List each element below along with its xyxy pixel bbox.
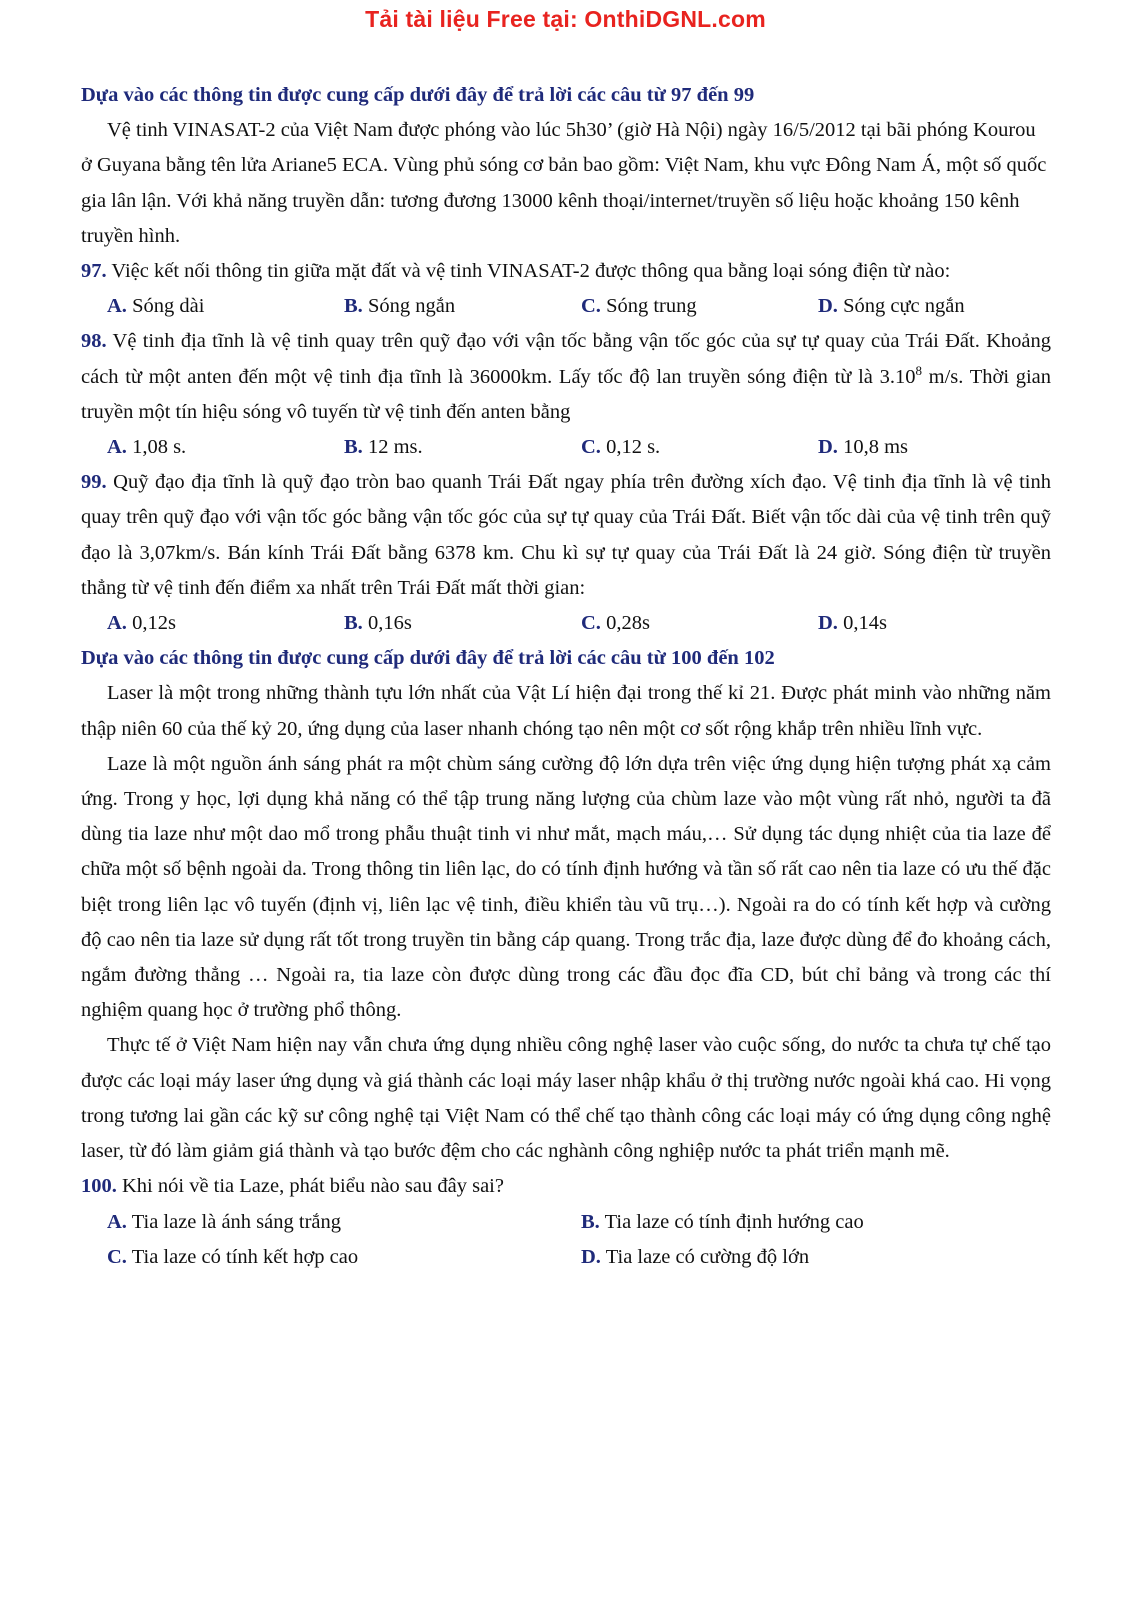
option-a[interactable]	[107, 1205, 581, 1240]
question-text: Quỹ đạo địa tĩnh là quỹ đạo tròn bao quanh Trái Đất ngay phía trên đường xích đạo. Vệ tinh địa tĩnh là vệ tinh quay trên quỹ đạo với vận tốc góc bằng vận tốc góc của sự tự quay của Trái Đất. Biết vận tốc dài của vệ tinh trên quỹ đạo là 3,07km/s. Bán kính Trái Đất bằng 6378 km. Chu kì sự tự quay của Trái Đất là 24 giờ. Sóng điện từ truyền thẳng từ vệ tinh đến điểm xa nhất trên Trái Đất mất thời gian:	[81, 471, 1051, 599]
option-letter: A.	[107, 436, 127, 459]
option-text: 0,12s	[126, 612, 176, 635]
question-number: 99.	[81, 471, 107, 494]
passage-laser-p3: Thực tế ở Việt Nam hiện nay vẫn chưa ứng dụng nhiều công nghệ laser vào cuộc sống, do nước ta chưa tự chế tạo được các loại máy laser ứng dụng và giá thành các loại máy laser nhập khẩu ở thị trường nước ngoài khá cao. Hi vọng trong tương lai gần các kỹ sư công nghệ tại Việt Nam có thể chế tạo thành công các loại máy có ứng dụng công nghệ laser, từ đó làm giảm giá thành và tạo bước đệm cho các nghành công nghiệp nước ta phát triển mạnh mẽ.	[81, 1034, 1051, 1163]
download-banner[interactable]: Tải tài liệu Free tại: OnthiDGNL.com	[365, 6, 766, 32]
option-letter: A.	[107, 295, 127, 318]
option-letter: D.	[818, 612, 838, 635]
option-letter: D.	[818, 436, 838, 459]
options-98	[81, 430, 1051, 465]
option-text: Sóng ngắn	[362, 295, 456, 318]
options-100-row-1	[81, 1205, 1051, 1240]
option-letter: D.	[581, 1245, 601, 1268]
option-text: 10,8 ms	[837, 436, 908, 459]
option-letter: C.	[581, 436, 601, 459]
question-98	[81, 324, 1051, 430]
option-d[interactable]	[581, 1240, 1055, 1275]
option-b[interactable]	[344, 606, 581, 641]
option-letter: C.	[581, 295, 601, 318]
option-text: 1,08 s.	[126, 436, 187, 459]
option-text: Sóng cực ngắn	[837, 295, 965, 318]
option-text: Tia laze có cường độ lớn	[600, 1245, 810, 1268]
option-letter: C.	[107, 1245, 127, 1268]
section-heading-97-99: Dựa vào các thông tin được cung cấp dưới đây để trả lời các câu từ 97 đến 99	[81, 84, 755, 106]
question-100	[81, 1169, 1051, 1204]
question-number: 98.	[81, 330, 107, 353]
option-text: Sóng dài	[126, 295, 205, 318]
option-letter: B.	[344, 295, 363, 318]
option-d[interactable]	[818, 606, 1055, 641]
question-text: Việc kết nối thông tin giữa mặt đất và vệ tinh VINASAT-2 được thông qua bằng loại sóng điện từ nào:	[106, 260, 951, 283]
options-97	[81, 289, 1051, 324]
option-letter: A.	[107, 1210, 127, 1233]
question-number: 97.	[81, 260, 107, 283]
option-letter: B.	[581, 1210, 600, 1233]
passage-vinasat: Vệ tinh VINASAT-2 của Việt Nam được phóng vào lúc 5h30’ (giờ Hà Nội) ngày 16/5/2012 tại bãi phóng Kourou ở Guyana bằng tên lửa Ariane5 ECA. Vùng phủ sóng cơ bản bao gồm: Việt Nam, khu vực Đông Nam Á, một số quốc gia lân lận. Với khả năng truyền dẫn: tương đương 13000 kênh thoại/internet/truyền số liệu hoặc khoảng 150 kênh truyền hình.	[81, 119, 1047, 247]
question-97	[81, 254, 1051, 289]
exponent: 8	[915, 362, 922, 378]
question-text: Vệ tinh địa tĩnh là vệ tinh quay trên quỹ đạo với vận tốc bằng vận tốc góc của sự tự quay của Trái Đất. Khoảng cách từ một anten đến một vệ tinh địa tĩnh là 36000km. Lấy tốc độ lan truyền sóng điện từ là 3.10	[81, 330, 1051, 388]
option-b[interactable]	[344, 289, 581, 324]
option-c[interactable]	[581, 430, 818, 465]
document-content	[81, 78, 1051, 1275]
option-text: 0,28s	[600, 612, 650, 635]
option-text: Tia laze có tính kết hợp cao	[126, 1245, 359, 1268]
option-c[interactable]	[581, 289, 818, 324]
option-letter: B.	[344, 612, 363, 635]
option-a[interactable]	[107, 289, 344, 324]
option-letter: A.	[107, 612, 127, 635]
options-99	[81, 606, 1051, 641]
option-text: 0,16s	[362, 612, 412, 635]
question-text: Khi nói về tia Laze, phát biểu nào sau đây sai?	[116, 1175, 504, 1198]
option-b[interactable]	[344, 430, 581, 465]
passage-laser-p2: Laze là một nguồn ánh sáng phát ra một chùm sáng cường độ lớn dựa trên việc ứng dụng hiện tượng phát xạ cảm ứng. Trong y học, lợi dụng khả năng có thể tập trung năng lượng của chùm laze vào một vùng rất nhỏ, người ta đã dùng tia laze như một dao mổ trong phẫu thuật tinh vi như mắt, mạch máu,… Sử dụng tác dụng nhiệt của tia laze để chữa một số bệnh ngoài da. Trong thông tin liên lạc, do có tính định hướng và tần số rất cao nên tia laze có ưu thế đặc biệt trong liên lạc vô tuyến (định vị, liên lạc vệ tinh, điều khiển tàu vũ trụ…). Ngoài ra do có tính kết hợp và cường độ cao nên tia laze sử dụng rất tốt trong truyền tin bằng cáp quang. Trong trắc địa, laze được dùng để đo khoảng cách, ngắm đường thẳng … Ngoài ra, tia laze còn được dùng trong các đầu đọc đĩa CD, bút chỉ bảng và trong các thí nghiệm quang học ở trường phổ thông.	[81, 752, 1051, 1022]
passage-laser-p1: Laser là một trong những thành tựu lớn nhất của Vật Lí hiện đại trong thế kỉ 21. Được phát minh vào những năm thập niên 60 của thế kỷ 20, ứng dụng của laser nhanh chóng tạo nên một cơ sốt rộng khắp trên nhiều lĩnh vực.	[81, 682, 1051, 740]
option-c[interactable]	[107, 1240, 581, 1275]
question-text-cont: m/s. Thời gian truyền một tín hiệu sóng vô tuyến từ vệ tinh đến anten bằng	[81, 365, 1051, 423]
option-text: 0,12 s.	[600, 436, 661, 459]
option-letter: B.	[344, 436, 363, 459]
option-text: 12 ms.	[362, 436, 423, 459]
option-text: 0,14s	[837, 612, 887, 635]
option-text: Sóng trung	[600, 295, 697, 318]
option-text: Tia laze có tính định hướng cao	[599, 1210, 864, 1233]
question-99	[81, 465, 1051, 606]
options-100-row-2	[81, 1240, 1051, 1275]
section-heading-100-102: Dựa vào các thông tin được cung cấp dưới đây để trả lời các câu từ 100 đến 102	[81, 647, 775, 670]
question-number: 100.	[81, 1175, 117, 1198]
option-letter: D.	[818, 295, 838, 318]
option-letter: C.	[581, 612, 601, 635]
option-c[interactable]	[581, 606, 818, 641]
option-a[interactable]	[107, 430, 344, 465]
option-a[interactable]	[107, 606, 344, 641]
option-d[interactable]	[818, 289, 1055, 324]
option-b[interactable]	[581, 1205, 1055, 1240]
option-text: Tia laze là ánh sáng trắng	[126, 1210, 341, 1233]
option-d[interactable]	[818, 430, 1055, 465]
